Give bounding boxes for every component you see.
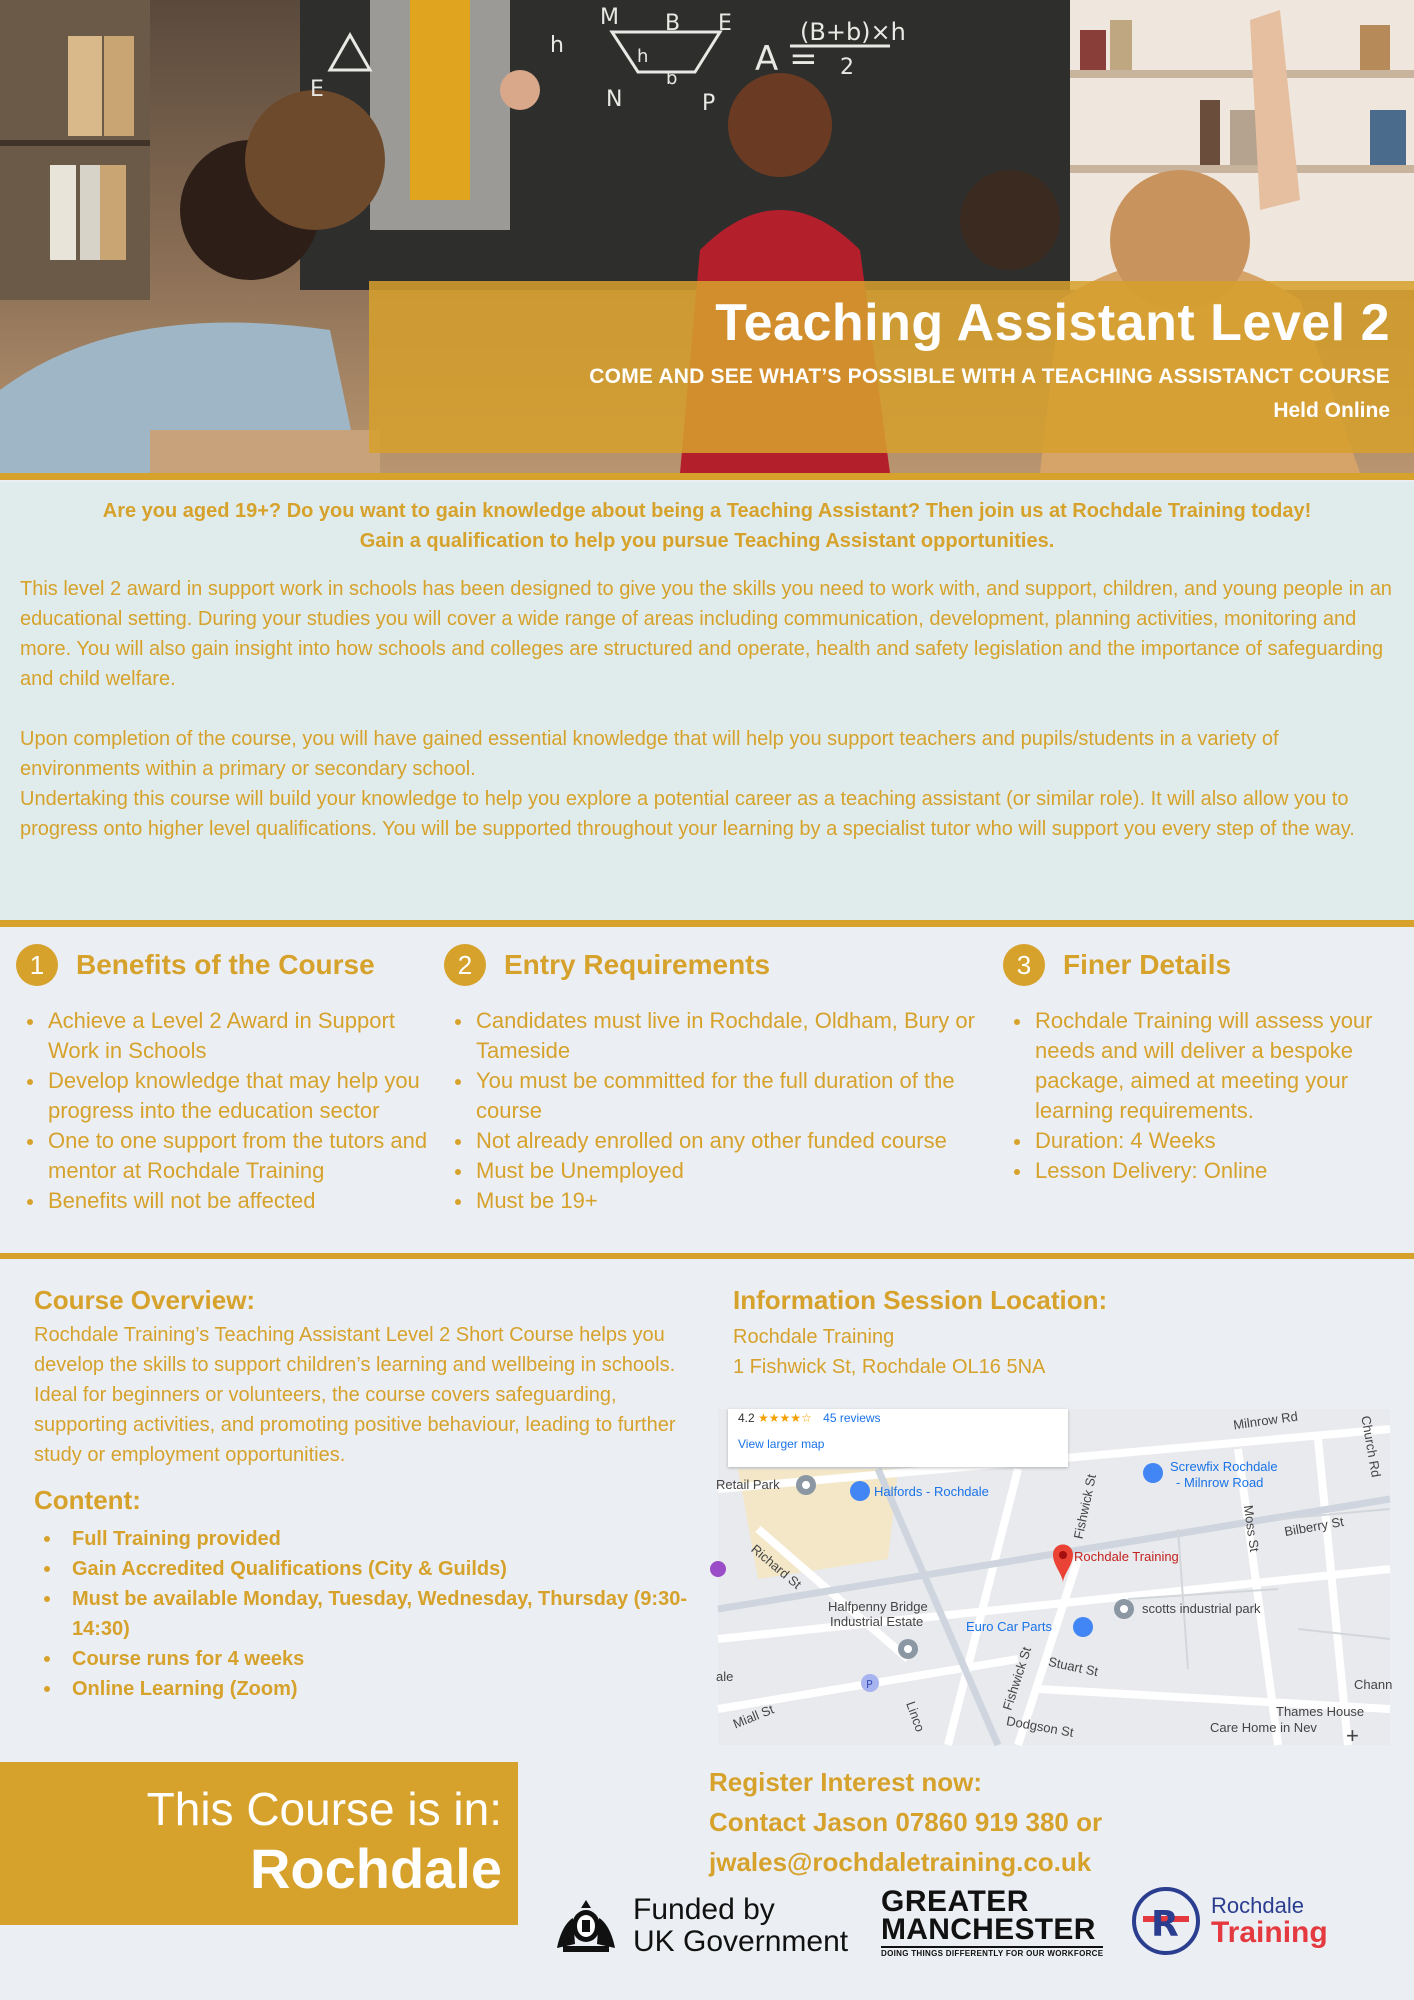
location-heading: Information Session Location: — [733, 1285, 1108, 1315]
course-location-town: Rochdale — [249, 1837, 502, 1900]
register-heading: Register Interest now: — [709, 1767, 983, 1797]
list-item: Rochdale Training will assess your needs and will deliver a bespoke package, aimed at meeting your learning requirements. — [1003, 1006, 1373, 1126]
board-letter: B — [665, 11, 681, 36]
board-letter: N — [606, 87, 623, 112]
course-location-label: This Course is in: — [146, 1783, 502, 1835]
map-label: Thames House — [1276, 1704, 1365, 1719]
map-label: scotts industrial park — [1142, 1601, 1261, 1616]
list-item: Must be Unemployed — [444, 1156, 984, 1186]
map-label: Chann — [1354, 1677, 1393, 1692]
map-label: Care Home in Nev — [1210, 1720, 1317, 1735]
intro-lead-line: Gain a qualification to help you pursue Teaching Assistant opportunities. — [359, 530, 1055, 552]
hero-subtitle: COME AND SEE WHAT’S POSSIBLE WITH A TEACHING ASSISTANCT COURSE — [589, 365, 1390, 388]
map-label: Rochdale Training — [1074, 1549, 1179, 1564]
board-formula-numerator: (B+b)×h — [800, 18, 906, 46]
board-letter: E — [718, 11, 732, 36]
board-letter: h — [550, 33, 564, 58]
gm-tagline: DOING THINGS DIFFERENTLY FOR OUR WORKFORCE — [881, 1946, 1103, 1960]
map-label: Retail Park — [716, 1477, 780, 1492]
intro-body — [20, 574, 1394, 844]
course-overview-text: Rochdale Training’s Teaching Assistant Level 2 Short Course helps you develop the skills to support children’s learning and wellbeing in schools. Ideal for beginners or volunteers, the course covers safeguarding, supporting activities, and promoting positive behaviour, leading to further study or employment opportunities. — [34, 1324, 676, 1466]
list-item: Full Training provided — [34, 1524, 694, 1554]
map-label: Stuart St — [1046, 1653, 1100, 1680]
list-item: Candidates must live in Rochdale, Oldham, Bury or Tameside — [444, 1006, 984, 1066]
contact-phone: Contact Jason 07860 919 380 or — [709, 1807, 1103, 1837]
list-item: Achieve a Level 2 Award in Support Work in Schools — [16, 1006, 436, 1066]
divider — [0, 920, 1414, 927]
greater-manchester-logo — [881, 1885, 1104, 1960]
map-label: Church Rd — [1358, 1414, 1384, 1479]
intro-paragraph: This level 2 award in support work in schools has been designed to give you the skills you need to work with, and support, children, and young people in an educational setting. During your studies you will cover a wide range of areas including communication, development, planning activities, monitoring and more. You will also gain insight into how schools and colleges are structured and operate, health and safety legislation and the importance of safeguarding and child welfare. — [20, 578, 1392, 690]
map-rating: 4.2 — [738, 1411, 755, 1425]
map-label: Linco — [903, 1699, 928, 1734]
contact-email[interactable]: jwales@rochdaletraining.co.uk — [709, 1847, 1092, 1877]
map-info-card — [728, 1409, 1068, 1467]
board-letter: P — [702, 91, 716, 116]
finer-details-heading: Finer Details — [1063, 949, 1232, 980]
course-overview — [34, 1282, 694, 1704]
rochdale-training-mark-icon — [1131, 1886, 1201, 1956]
royal-crest-icon — [553, 1898, 619, 1954]
zoom-in-icon[interactable]: + — [1346, 1723, 1359, 1748]
map-label: Euro Car Parts — [966, 1619, 1052, 1634]
map-label: Dodgson St — [1005, 1713, 1075, 1740]
gm-line-1: GREATER — [881, 1885, 1029, 1918]
rochdale-training-logo — [1131, 1886, 1328, 1956]
gov-line-2: UK Government — [633, 1925, 849, 1958]
intro-paragraph: Undertaking this course will build your knowledge to help you explore a potential career as a teaching assistant (or similar role). It will also allow you to progress onto higher level qualifications. You will be supported throughout your learning by a specialist tutor who will support you every step of the way. — [20, 788, 1355, 840]
hero-image — [0, 0, 1414, 473]
uk-government-logo — [553, 1894, 848, 1958]
step-number-badge: 1 — [16, 944, 58, 986]
step-number-badge: 2 — [444, 944, 486, 986]
intro-lead-line: Are you aged 19+? Do you want to gain knowledge about being a Teaching Assistant? Then join us at Rochdale Training today! — [102, 500, 1312, 522]
register-interest — [709, 1762, 1369, 1882]
map-label: Milnrow Rd — [1232, 1408, 1299, 1433]
map-label: Moss St — [1240, 1504, 1263, 1553]
view-larger-map-link[interactable]: View larger map — [738, 1437, 825, 1451]
divider — [0, 1253, 1414, 1259]
map-label: Fishwick St — [1070, 1472, 1100, 1541]
list-item: Lesson Delivery: Online — [1003, 1156, 1373, 1186]
list-item: Must be available Monday, Tuesday, Wednesday, Thursday (9:30-14:30) — [34, 1584, 694, 1644]
map-label: Miall St — [730, 1701, 776, 1732]
content-heading: Content: — [34, 1485, 141, 1515]
list-item: Benefits will not be affected — [16, 1186, 436, 1216]
course-location-box — [0, 1762, 518, 1925]
finer-details-column — [1003, 942, 1373, 1186]
rt-line-2: Training — [1211, 1916, 1328, 1949]
map-label: Fishwick St — [999, 1644, 1035, 1713]
logo-letter: R — [1151, 1904, 1179, 1945]
location-address: 1 Fishwick St, Rochdale OL16 5NA — [733, 1356, 1046, 1378]
map-label: Richard St — [748, 1541, 805, 1592]
board-letter: M — [600, 5, 619, 30]
information-session-location — [733, 1282, 1393, 1382]
entry-requirements-column — [444, 942, 984, 1216]
list-item: Duration: 4 Weeks — [1003, 1126, 1373, 1156]
map-label: Halfpenny Bridge — [828, 1599, 928, 1614]
list-item: One to one support from the tutors and mentor at Rochdale Training — [16, 1126, 436, 1186]
board-letter: h — [637, 46, 649, 67]
gov-line-1: Funded by — [633, 1893, 775, 1926]
list-item: Course runs for 4 weeks — [34, 1644, 694, 1674]
page-title: Teaching Assistant Level 2 — [715, 294, 1390, 352]
list-item: You must be committed for the full duration of the course — [444, 1066, 984, 1126]
parking-icon: P — [866, 1678, 873, 1691]
map-label: ale — [716, 1669, 734, 1684]
list-item: Gain Accredited Qualifications (City & Guilds) — [34, 1554, 694, 1584]
course-info-columns — [0, 930, 1414, 1253]
location-map[interactable] — [716, 1408, 1393, 1748]
location-name: Rochdale Training — [733, 1326, 895, 1348]
list-item: Online Learning (Zoom) — [34, 1674, 694, 1704]
map-label: Bilberry St — [1283, 1513, 1345, 1540]
step-number-badge: 3 — [1003, 944, 1045, 986]
board-letter: E — [310, 77, 324, 102]
list-item: Develop knowledge that may help you progress into the education sector — [16, 1066, 436, 1126]
content-list — [34, 1524, 694, 1704]
entry-requirements-heading: Entry Requirements — [504, 949, 771, 980]
benefits-column — [16, 942, 436, 1216]
board-letter: b — [666, 68, 678, 89]
benefits-heading: Benefits of the Course — [76, 949, 375, 980]
map-label: Industrial Estate — [830, 1614, 924, 1629]
rt-line-1: Rochdale — [1211, 1893, 1304, 1918]
map-reviews-link[interactable]: 45 reviews — [823, 1411, 881, 1425]
map-label: Screwfix Rochdale — [1170, 1459, 1278, 1474]
star-rating-icon: ★★★★☆ — [758, 1411, 812, 1425]
divider — [0, 473, 1414, 480]
delivery-mode: Held Online — [1273, 399, 1390, 422]
list-item: Must be 19+ — [444, 1186, 984, 1216]
intro-paragraph: Upon completion of the course, you will have gained essential knowledge that will help you support teachers and pupils/students in a variety of environments within a primary or secondary school. — [20, 728, 1279, 780]
list-item: Not already enrolled on any other funded course — [444, 1126, 984, 1156]
map-label: - Milnrow Road — [1176, 1475, 1264, 1490]
board-formula: A = — [755, 39, 818, 79]
map-label: Halfords - Rochdale — [874, 1484, 989, 1499]
intro-lead — [20, 496, 1394, 556]
hero-banner — [369, 281, 1414, 453]
board-formula-denominator: 2 — [840, 55, 854, 80]
course-overview-heading: Course Overview: — [34, 1285, 256, 1315]
gm-line-2: MANCHESTER — [881, 1913, 1096, 1946]
intro-section — [0, 482, 1414, 920]
